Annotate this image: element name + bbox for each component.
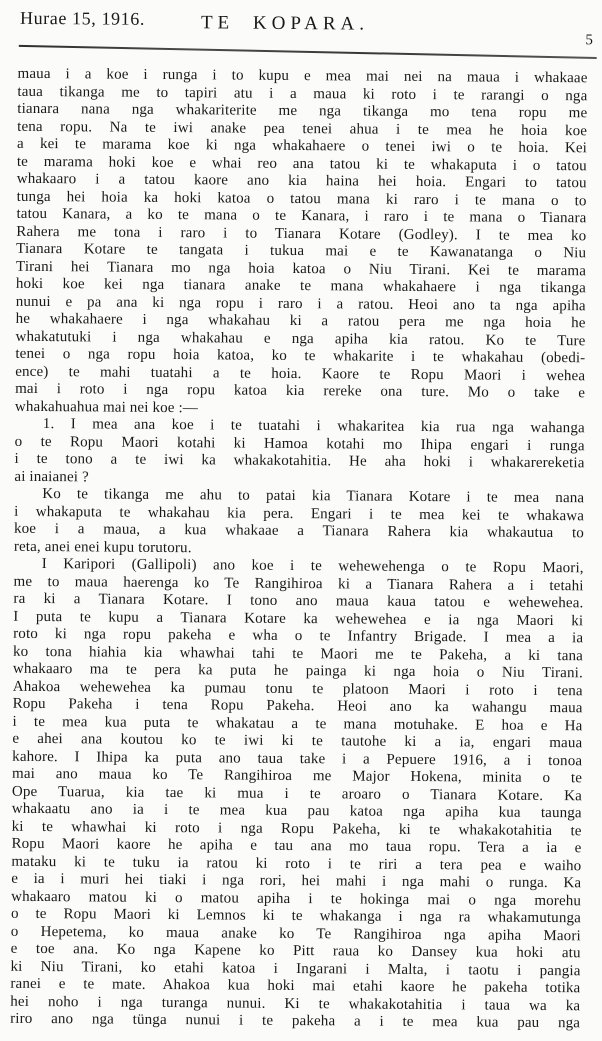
header-rule-divider — [19, 45, 597, 59]
text-line: tianara nana nga whakariterite me nga tikanga mo tena ropu me — [17, 100, 588, 122]
text-line: me to maua haerenga ko Te Rangihiroa ki a Tianara Rahera a i tetahi — [13, 573, 584, 594]
text-line: koe i a maua, a kua whakaae a Tianara Rahera kia whakautua to — [13, 520, 585, 542]
text-line: tena ropu. Na te iwi anake pea tenei ahua i te mea he hoia koe — [17, 118, 588, 139]
text-line: Ko te tikanga me ahu to patai kia Tianara Kotare i te mea nana — [42, 486, 585, 507]
text-line: I puta te kupu a Tianara Kotare ka wehewehea e ia nga Maori ki — [13, 608, 584, 629]
text-line: mai i roto i nga ropu katoa kia rereke ona ture. Mo o take e — [15, 380, 586, 402]
text-line: tatou Kanara, a ko te mana o te Kanara, i raro i te mana o Tianara — [16, 205, 587, 227]
text-line: kahore. I Ihipa ka puta ano taua take i a Pepuere 1916, a i tonoa — [12, 748, 583, 769]
text-line: reta, anei enei kupu torutoru. — [13, 538, 192, 556]
text-line: mataku ki te tuku ia ratou ki roto i te riri a tera pea e waiho — [11, 853, 582, 874]
text-line: Ahakoa wehewehea ka pumau tonu te platoon Maori i roto i tena — [12, 678, 583, 699]
text-line: whakahuahua mai nei koe :— — [14, 398, 199, 416]
text-line: o Hepetema, ko maua anake ko Te Rangihiroa nga apiha Maori — [10, 923, 581, 944]
page-number: 5 — [585, 32, 593, 49]
text-line: ai inaianei ? — [14, 468, 89, 485]
text-line: hei noho i nga turanga nunui. Ki te whakakotahitia i taua wa ka — [10, 993, 581, 1014]
text-line: Rahera me tona i raro i to Tianara Kotare (Godley). I te mea ko — [16, 223, 587, 244]
text-line: ko tona hiahia kia whawhai tahi te Maori me te Pakeha, a ki tana — [12, 643, 584, 664]
header-date: Hurae 15, 1916. — [19, 7, 146, 29]
text-line: he whakahaere i nga whakahau ki a ratou pera me nga hoia he — [15, 310, 586, 332]
text-line: ranei e te mate. Ahakoa kua hoki mai etahi kaore he pakeha totika — [10, 975, 581, 997]
text-line: riro ano nga tünga nunui i te pakeha a i te mea kua pau nga — [10, 1010, 581, 1032]
text-line: ence) te mahi tuatahi a te hoia. Kaore te Ropu Maori i wehea — [15, 363, 586, 384]
text-line: Ropu Pakeha i tena Ropu Pakeha. Heoi ano ka wahangu maua — [12, 695, 583, 717]
text-line: te marama hoki koe e whai reo ana tatou ki te whakaputa i o tatou — [16, 153, 587, 174]
text-line: I Karipori (Gallipoli) ano koe i te wehewehenga o te Ropu Maori, — [41, 556, 584, 577]
text-line: Tianara Kotare te tangata i tukua mai e te Kawanatanga o Niu — [16, 240, 587, 262]
text-line: nunui e pa ana ki nga ropu i raro i a ratou. Heoi ano ta nga apiha — [15, 293, 586, 314]
text-line: a kei te marama koe ki nga whakahaere o tenei iwi o te hoia. Kei — [16, 135, 588, 157]
page-header — [0, 0, 602, 68]
text-line: whakaaro i a tatou kaore ano kia haina hei hoia. Engari to tatou — [16, 170, 587, 192]
page-title: TE KOPARA. — [200, 12, 370, 35]
text-line: ki Niu Tirani, ko etahi katoa i Ingarani i Malta, i taotu i pangia — [10, 958, 581, 979]
text-line: whakaatu ano ia i te mea kua pau katoa nga apiha kua taunga — [11, 800, 582, 822]
text-line: mai ano maua ko Te Rangihiroa me Major Hokena, minita o te — [12, 765, 583, 787]
text-line: whakaaro ma te pera ka puta he painga ki nga hoia o Niu Tirani. — [12, 660, 583, 682]
text-line: o te Ropu Maori ki Lemnos ki te whakanga i nga ra whakamutunga — [10, 905, 582, 927]
text-line: i whakaputa te whakahau kia pera. Engari i te mea kei te whakawa — [14, 503, 585, 524]
text-line: Tirani hei Tianara mo nga hoia katoa o Niu Tirani. Kei te marama — [16, 258, 587, 279]
text-line: ra ki a Tianara Kotare. I tono ano maua kaua tatou e wehewehea. — [13, 590, 584, 612]
text-line: ki te whawhai ki roto i nga Ropu Pakeha, ki te whakakotahitia te — [11, 818, 582, 839]
text-line: e toe ana. Ko nga Kapene ko Pitt raua ko Dansey kua hoki atu — [10, 940, 581, 962]
text-line: e ia i muri hei tiaki i nga rori, hei mahi i nga mahi o runga. Ka — [11, 870, 582, 892]
text-line: e ahei ana koutou ko te iwi ki te tautohe ki a ia, engari maua — [12, 730, 583, 752]
text-line: hoki koe kei nga tianara anake te mana whakahaere i nga tikanga — [15, 275, 586, 297]
text-line: 1. I mea ana koe i te tuatahi i whakaritea kia rua nga wahanga — [42, 416, 585, 437]
text-line: Ope Tuarua, kia tae ki mua i te aroaro o Tianara Kotare. Ka — [11, 783, 582, 804]
text-line: maua i a koe i runga i to kupu e mea mai nei na maua i whakaae — [17, 65, 588, 87]
text-line: roto ki nga ropu pakeha e wha o te Infantry Brigade. I mea a ia — [13, 625, 584, 647]
text-line: whakaaro matou ki o matou apiha i te hokinga mai o nga morehu — [11, 888, 582, 909]
text-line: i te tono a te iwi ka whakakotahitia. He aha hoki i whakarereketia — [14, 450, 585, 472]
text-line: tenei o nga ropu hoia katoa, ko te whakarite i te whakahau (obedi- — [15, 345, 586, 367]
text-line: whakatutuki i nga whakahau e nga apiha kia ratou. Ko te Ture — [15, 328, 586, 349]
page-body — [10, 66, 588, 1033]
text-line: taua tikanga me to tapiri atu i a maua ki roto i te rarangi o nga — [17, 83, 588, 104]
text-line: Ropu Maori kaore he apiha e tau ana mo taua ropu. Tera a ia e — [11, 835, 582, 857]
text-line: o te Ropu Maori kotahi ki Hamoa kotahi mo Ihipa engari i runga — [14, 433, 585, 454]
text-line: i te mea kua puta te whakatau a te mana motuhake. E hoa e Ha — [12, 713, 583, 734]
text-line: tunga hei hoia ka hoki katoa o tatou mana ki raro i te mana o to — [16, 188, 587, 209]
